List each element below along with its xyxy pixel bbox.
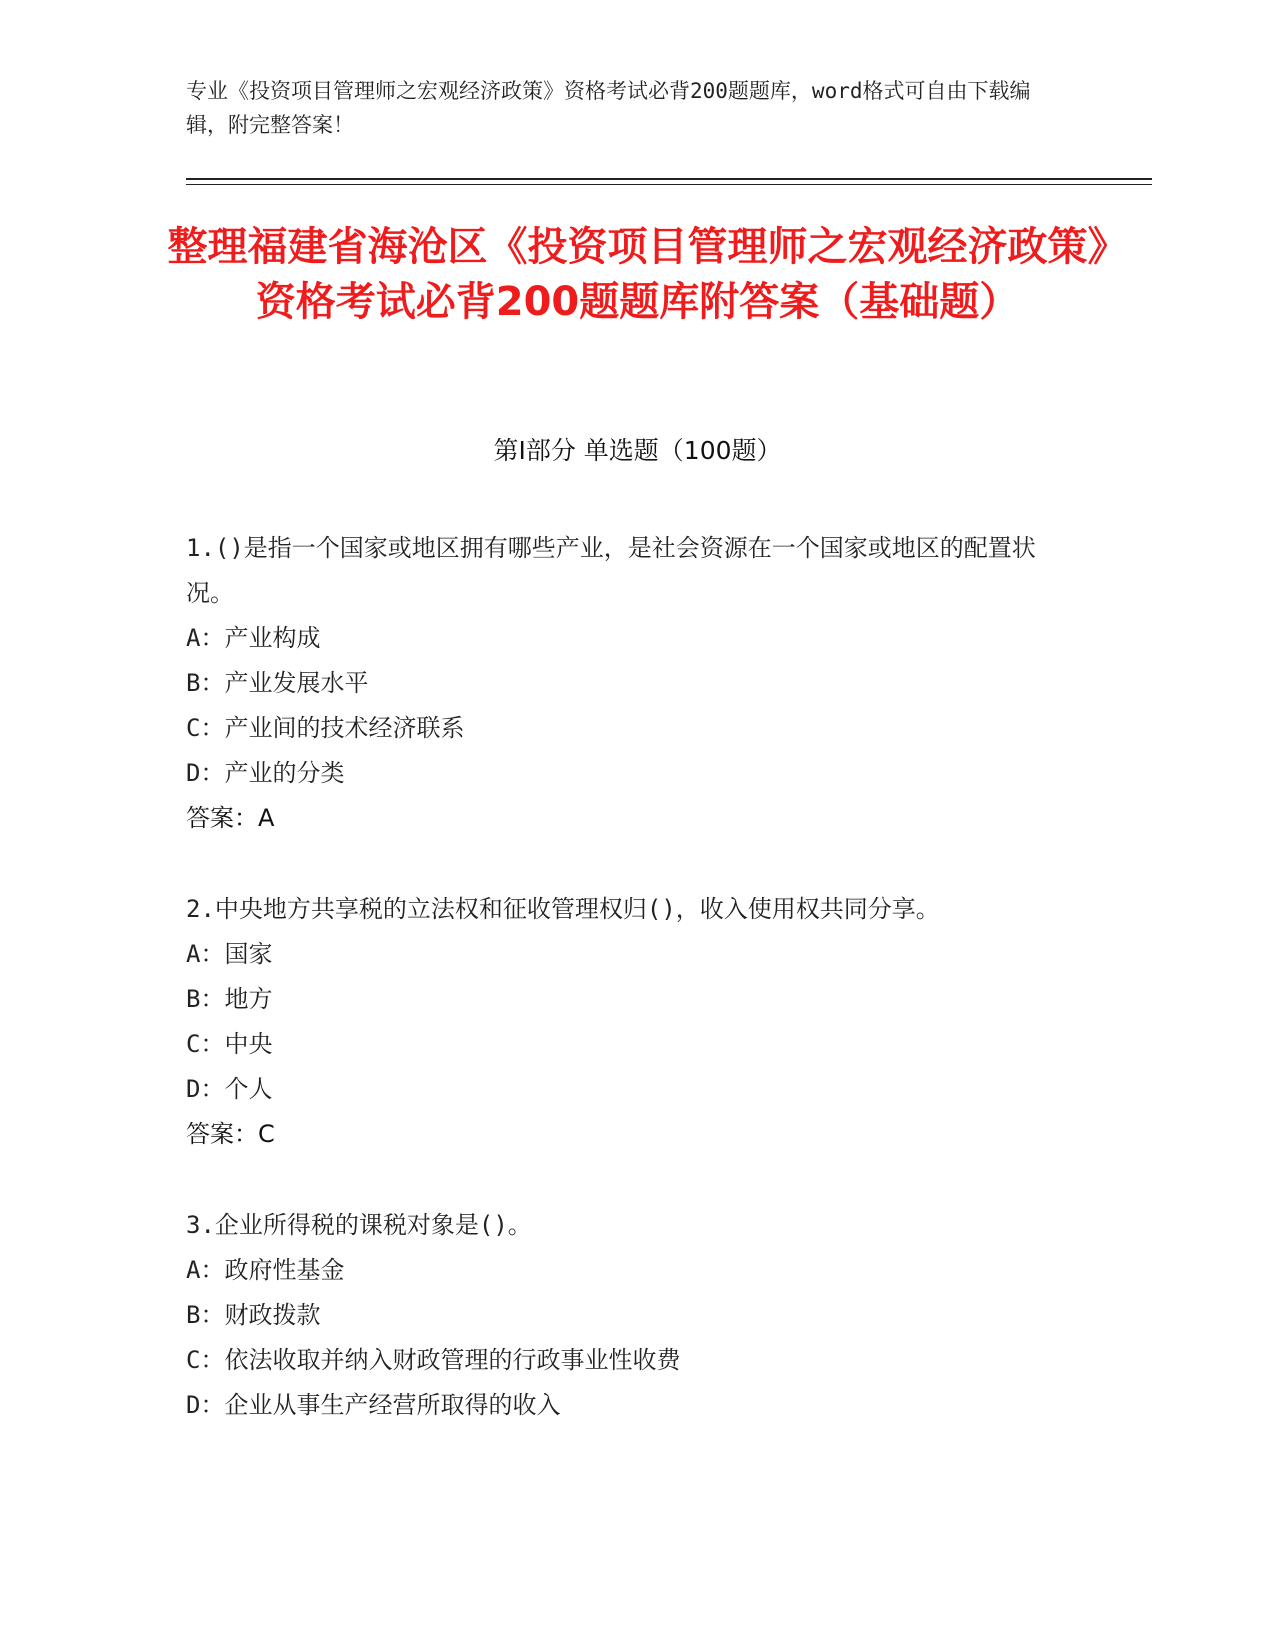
header-divider-thick xyxy=(186,178,1152,180)
question-list xyxy=(186,526,1066,1474)
header-note: 专业《投资项目管理师之宏观经济政策》资格考试必背200题题库，word格式可自由下载编辑，附完整答案！ xyxy=(186,79,1031,137)
option-b: B：地方 xyxy=(186,985,273,1013)
question-item xyxy=(186,887,1066,1157)
option-d: D：个人 xyxy=(186,1075,273,1103)
option-c: C：依法收取并纳入财政管理的行政事业性收费 xyxy=(186,1346,681,1374)
option-c: C：产业间的技术经济联系 xyxy=(186,714,465,742)
option-a: A：产业构成 xyxy=(186,624,321,652)
option-c: C：中央 xyxy=(186,1030,273,1058)
option-d: D：产业的分类 xyxy=(186,759,345,787)
section-heading: 第Ⅰ部分 单选题（100题） xyxy=(493,436,782,465)
header-divider-thin xyxy=(186,184,1152,185)
question-stem: 2.中央地方共享税的立法权和征收管理权归()，收入使用权共同分享。 xyxy=(186,895,940,923)
answer-line: 答案：C xyxy=(186,1120,275,1148)
option-b: B：产业发展水平 xyxy=(186,669,369,697)
option-a: A：政府性基金 xyxy=(186,1256,345,1284)
option-a: A：国家 xyxy=(186,940,273,968)
answer-line: 答案：A xyxy=(186,804,275,832)
question-stem: 3.企业所得税的课税对象是()。 xyxy=(186,1211,532,1239)
question-stem: 1.()是指一个国家或地区拥有哪些产业，是社会资源在一个国家或地区的配置状况。 xyxy=(186,534,1036,607)
document-title: 整理福建省海沧区《投资项目管理师之宏观经济政策》资格考试必背200题题库附答案（基础题） xyxy=(167,224,1108,325)
question-item xyxy=(186,1203,1066,1428)
question-item xyxy=(186,526,1066,841)
option-b: B：财政拨款 xyxy=(186,1301,321,1329)
option-d: D：企业从事生产经营所取得的收入 xyxy=(186,1391,561,1419)
